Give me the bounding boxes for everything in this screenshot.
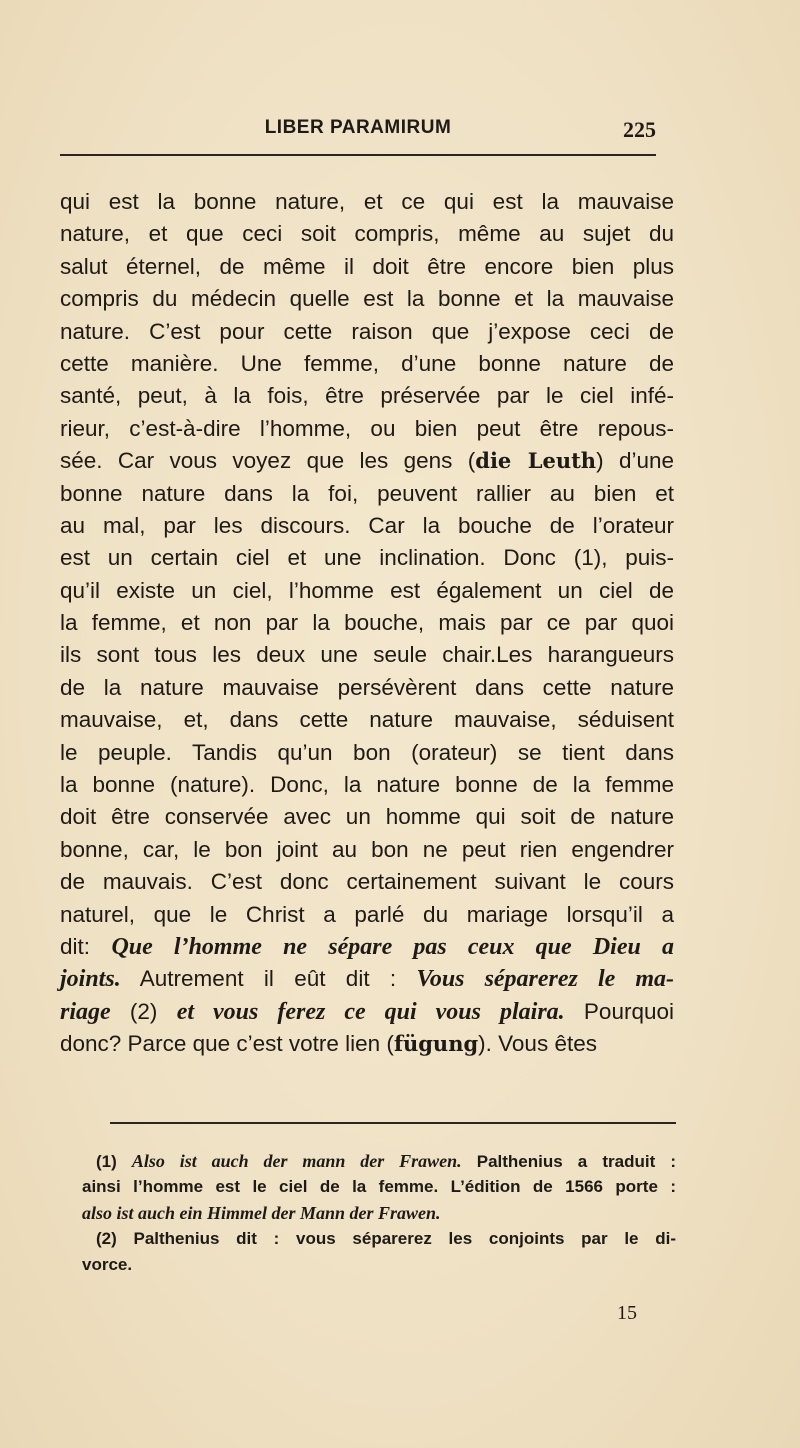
text-line: rieur, c’est-à-dire l’homme, ou bien peut être repous- [60,415,674,441]
footnote-line: vorce. [82,1255,133,1274]
text-line [60,1028,674,1060]
footnote-line: (2) Palthenius dit : vous séparerez les conjoints par le di- [96,1229,676,1248]
text-line: au mal, par les discours. Car la bouche de l’orateur [60,512,674,538]
header-rule [60,154,656,156]
scripture-quote: joints. [60,966,121,993]
text-line: naturel, que le Christ a parlé du mariage lorsqu’il a [60,901,674,927]
text-line: de mauvais. C’est donc certainement suivant le cours [60,869,674,895]
fraktur-term: die Leuth [475,448,597,474]
text-line: doit être conservée avec un homme qui soit de nature [60,804,674,830]
text-line: la femme, et non par la bouche, mais par ce par quoi [60,610,674,636]
text-line: bonne, car, le bon joint au bon ne peut rien engendrer [60,836,674,862]
text-segment: dit: [60,933,112,959]
scripture-quote: riage [60,998,111,1025]
running-title: LIBER PARAMIRUM [264,117,452,138]
footnotes [82,1148,676,1278]
signature-mark: 15 [617,1302,637,1324]
footnote-marker: (1) [96,1152,132,1171]
footnote-line [82,1200,676,1226]
text-line: salut éternel, de même il doit être encore bien plus [60,253,674,279]
text-line: santé, peut, à la fois, être préservée par le ciel infé- [60,383,674,409]
text-line: bonne nature dans la foi, peuvent rallier au bien et [60,480,674,506]
footnote-line [96,1148,676,1174]
footnote-line: ainsi l’homme est le ciel de la femme. L’édition de 1566 porte : [82,1177,676,1196]
footnote-quote: also ist auch ein Himmel der Mann der Frawen. [82,1203,441,1223]
text-line [60,996,674,1028]
footnote-rule [110,1122,676,1124]
text-segment: Pourquoi [564,998,674,1024]
text-segment: ) d’une [596,448,675,474]
text-segment: Autrement il eût dit : [120,966,417,992]
fraktur-term: fügung [393,1031,479,1057]
text-segment: (2) [110,998,177,1024]
text-line: qui est la bonne nature, et ce qui est la mauvaise [60,189,674,214]
text-line: cette manière. Une femme, d’une bonne nature de [60,350,674,376]
text-line: le peuple. Tandis qu’un bon (orateur) se tient dans [60,739,674,765]
text-segment: sée. Car vous voyez que les gens ( [60,448,476,474]
scripture-quote: Vous séparerez le ma- [416,966,674,993]
text-line [60,445,674,477]
text-line: nature. C’est pour cette raison que j’expose ceci de [60,318,674,344]
text-segment: Palthenius a traduit : [461,1152,676,1171]
text-segment: ). Vous êtes [478,1031,597,1057]
text-line: mauvaise, et, dans cette nature mauvaise, séduisent [60,707,674,733]
text-segment: donc? Parce que c’est votre lien ( [60,1031,394,1057]
running-head [60,117,656,151]
main-text [60,186,674,1061]
scripture-quote: et vous ferez ce qui vous plaira. [176,998,565,1025]
text-line: est un certain ciel et une inclination. Donc (1), puis- [60,545,674,571]
text-line [60,963,674,995]
text-line [60,931,674,963]
footnote-quote: Also ist auch der mann der Frawen. [131,1151,462,1171]
text-line: qu’il existe un ciel, l’homme est également un ciel de [60,577,674,603]
scripture-quote: Que l’homme ne sépare pas ceux que Dieu a [111,933,674,960]
text-line: ils sont tous les deux une seule chair.Les harangueurs [60,642,674,668]
page-number: 225 [623,117,656,142]
text-line: la bonne (nature). Donc, la nature bonne de la femme [60,772,674,798]
text-line: compris du médecin quelle est la bonne et la mauvaise [60,286,674,312]
text-line: de la nature mauvaise persévèrent dans cette nature [60,674,674,700]
text-line: nature, et que ceci soit compris, même au sujet du [60,221,674,247]
